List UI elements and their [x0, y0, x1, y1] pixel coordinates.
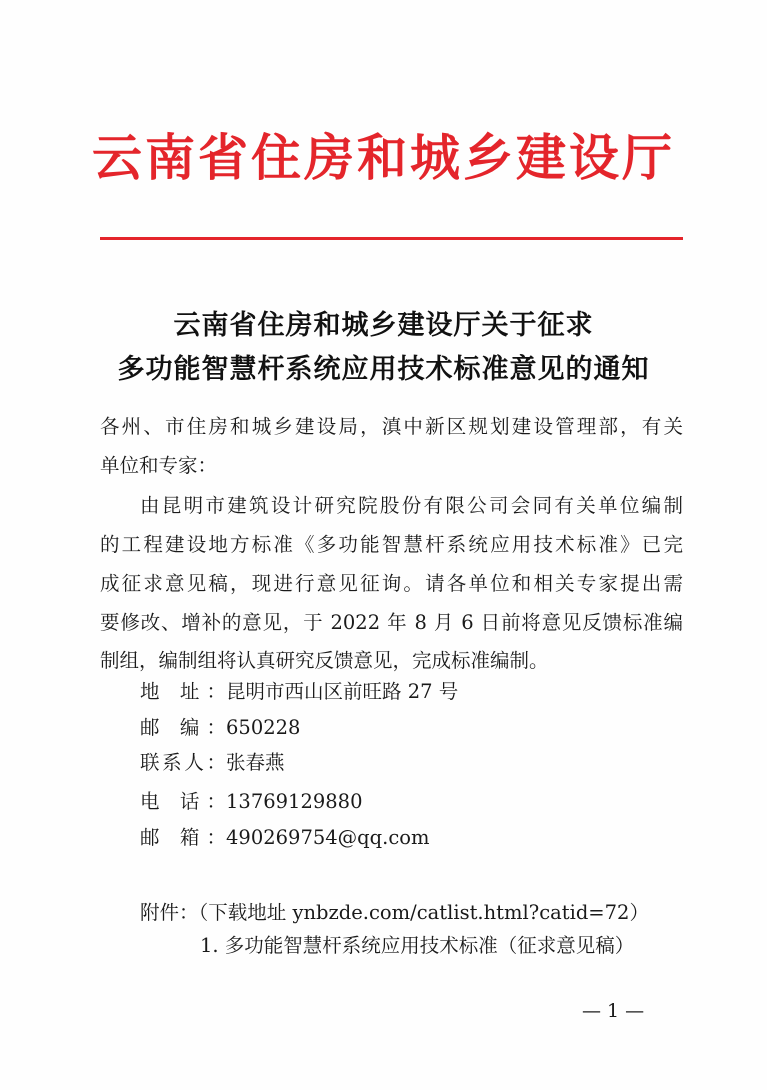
red-divider-line	[100, 237, 683, 240]
notice-title-line-1: 云南省住房和城乡建设厅关于征求	[173, 310, 594, 341]
contact-address-row	[140, 679, 458, 705]
contact-email-row	[140, 825, 429, 851]
address-value: 昆明市西山区前旺路 27 号	[226, 680, 459, 703]
contact-person-label: 联系人：	[140, 751, 226, 774]
page-number: — 1 —	[582, 1000, 645, 1022]
email-value: 490269754@qq.com	[226, 826, 430, 849]
body-paragraph-line-3: 成征求意见稿，现进行意见征询。请各单位和相关专家提出需	[100, 572, 683, 595]
contact-person-row	[140, 750, 285, 776]
salutation-line-1: 各州、市住房和城乡建设局，滇中新区规划建设管理部，有关	[100, 415, 683, 438]
contact-postcode-row	[140, 715, 300, 741]
notice-title-line-2: 多功能智慧杆系统应用技术标准意见的通知	[117, 354, 650, 385]
postcode-value: 650228	[226, 716, 301, 739]
body-paragraph-line-2: 的工程建设地方标准《多功能智慧杆系统应用技术标准》已完	[100, 533, 683, 556]
salutation-line-2: 单位和专家：	[100, 454, 218, 477]
email-label: 邮 箱：	[140, 826, 226, 849]
contact-phone-row	[140, 789, 362, 815]
postcode-label: 邮 编：	[140, 716, 226, 739]
attachment-intro: 附件：（下载地址 ynbzde.com/catlist.html?catid=72）	[140, 901, 649, 924]
address-label: 地 址：	[140, 680, 226, 703]
contact-person-value: 张春燕	[226, 751, 285, 774]
body-paragraph-line-1: 由昆明市建筑设计研究院股份有限公司会同有关单位编制	[140, 494, 683, 517]
phone-label: 电 话：	[140, 790, 226, 813]
attachment-item-1: 1. 多功能智慧杆系统应用技术标准（征求意见稿）	[200, 934, 635, 957]
agency-header: 云南省住房和城乡建设厅	[92, 129, 675, 187]
body-paragraph-line-4: 要修改、增补的意见，于 2022 年 8 月 6 日前将意见反馈标准编	[100, 611, 683, 634]
phone-value: 13769129880	[226, 790, 363, 813]
body-paragraph-line-5: 制组，编制组将认真研究反馈意见，完成标准编制。	[100, 649, 549, 672]
